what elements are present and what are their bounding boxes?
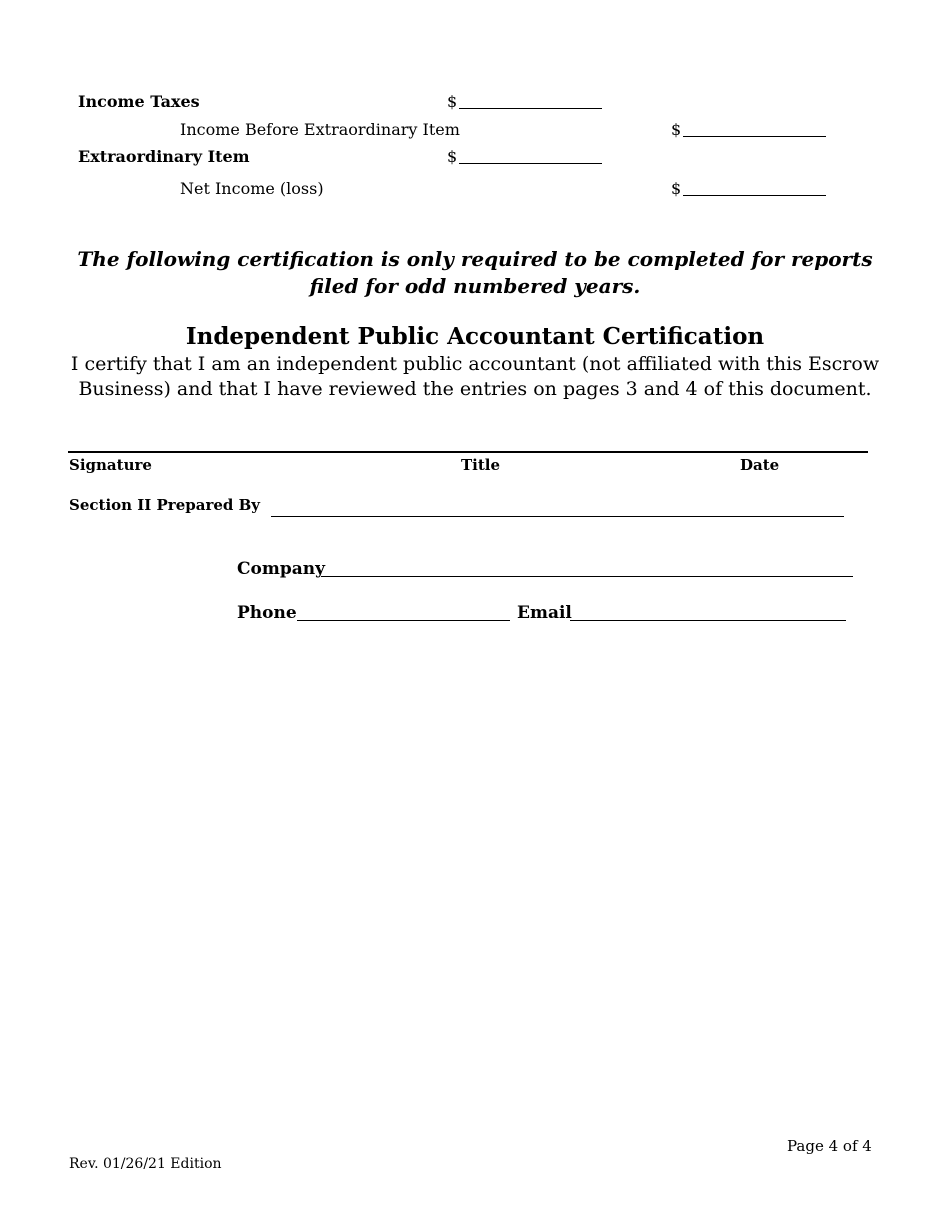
prepared-by-field[interactable] (271, 516, 844, 517)
certification-statement: I certify that I am an independent public accountant (not affiliated with this Escrow Business) and that I have reviewed the entries on pages 3 and 4 of this document. (70, 353, 880, 400)
section-ii-prepared-by-label: Section II Prepared By (69, 496, 261, 514)
page-number: Page 4 of 4 (787, 1137, 872, 1155)
company-field[interactable] (321, 576, 853, 577)
title-label: Title (461, 456, 501, 474)
signature-label: Signature (69, 456, 152, 474)
odd-year-notice: The following certification is only required to be completed for reports filed for odd numbered years. (77, 247, 873, 298)
income-taxes-field[interactable] (459, 108, 602, 109)
income-before-extraordinary-field[interactable] (683, 136, 826, 137)
income-taxes-dollar-sign: $ (447, 92, 458, 111)
phone-field[interactable] (297, 620, 510, 621)
extraordinary-item-field[interactable] (459, 163, 602, 164)
extraordinary-item-dollar-sign: $ (447, 147, 458, 166)
email-field[interactable] (570, 620, 846, 621)
extraordinary-item-label: Extraordinary Item (78, 147, 250, 166)
company-label: Company (237, 559, 325, 579)
revision-edition: Rev. 01/26/21 Edition (69, 1156, 222, 1172)
signature-line[interactable] (68, 451, 868, 453)
income-before-extraordinary-dollar-sign: $ (671, 120, 682, 139)
net-income-label: Net Income (loss) (180, 179, 324, 198)
net-income-field[interactable] (683, 195, 826, 196)
income-taxes-label: Income Taxes (78, 92, 200, 111)
date-label: Date (740, 456, 780, 474)
phone-label: Phone (237, 603, 297, 623)
email-label: Email (517, 603, 572, 623)
net-income-dollar-sign: $ (671, 179, 682, 198)
income-before-extraordinary-label: Income Before Extraordinary Item (180, 120, 460, 139)
certification-title: Independent Public Accountant Certification (185, 323, 765, 350)
